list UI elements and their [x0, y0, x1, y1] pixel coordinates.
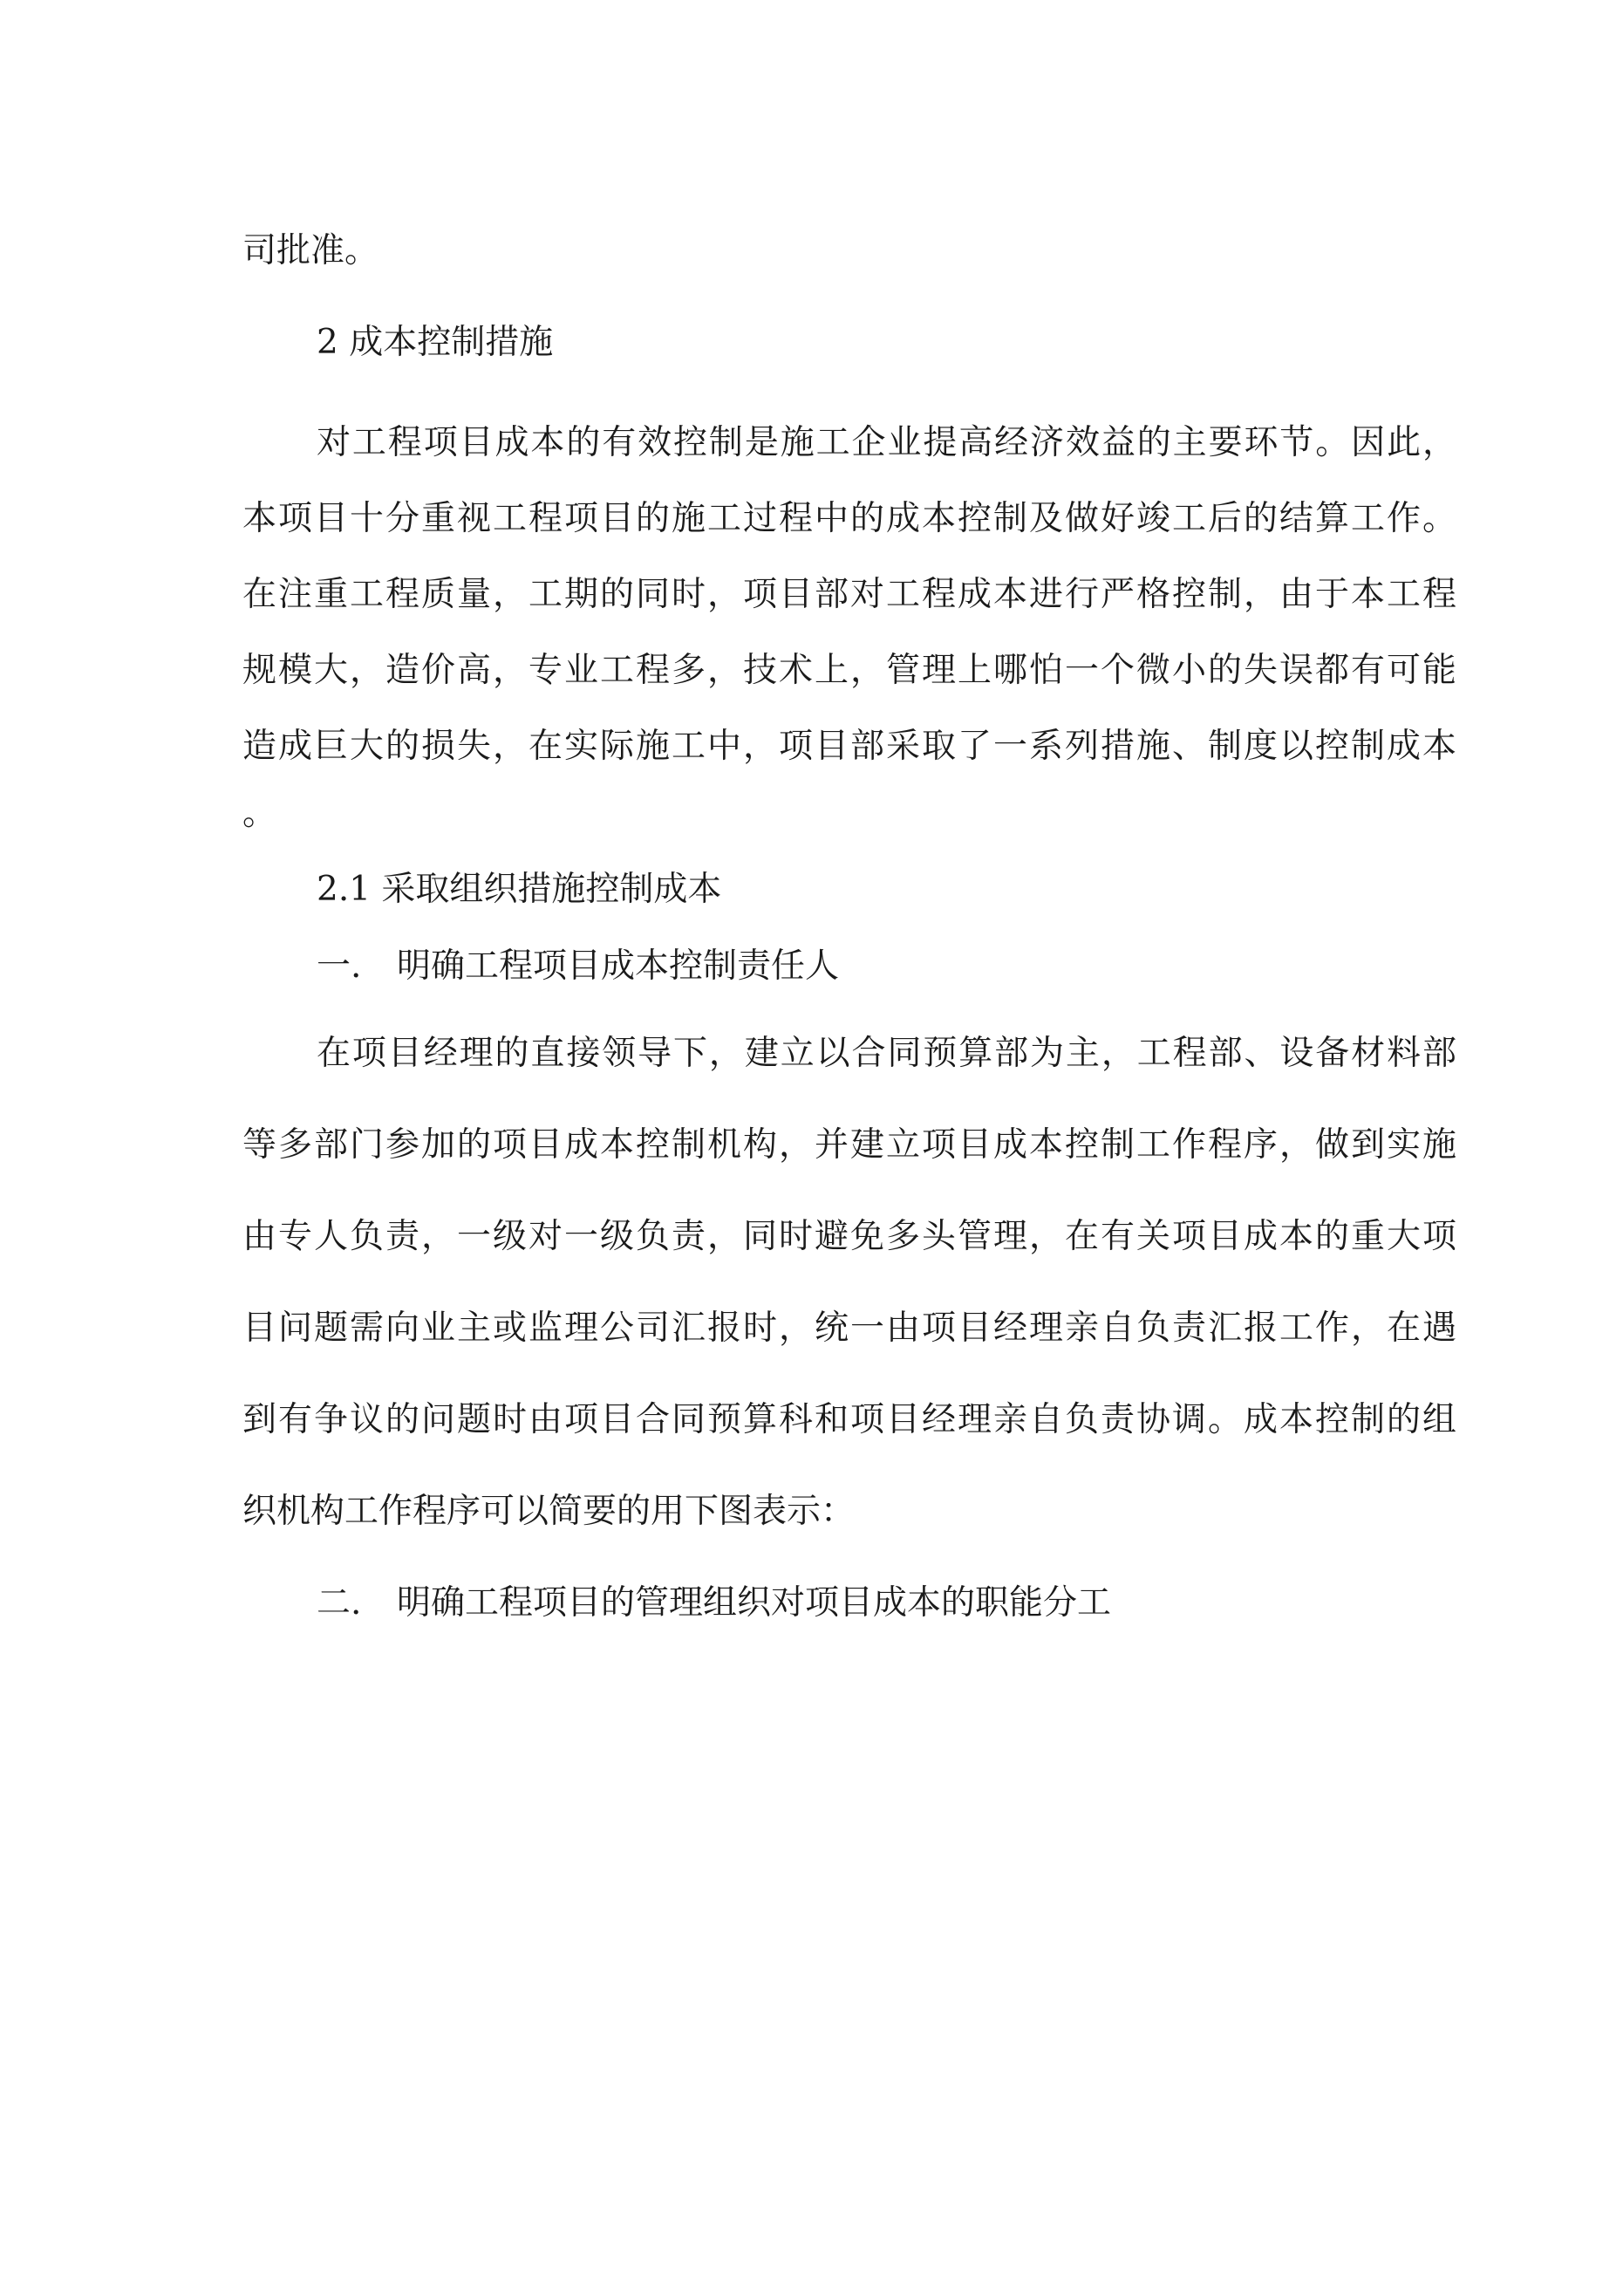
paragraph-line: 目问题需向业主或监理公司汇报时，统一由项目经理亲自负责汇报工作，在遇	[242, 1309, 1456, 1348]
paragraph-line: 在注重工程质量，工期的同时，项目部对工程成本进行严格控制，由于本工程	[242, 575, 1456, 614]
enum-title: 明确工程项目成本控制责任人	[397, 946, 840, 986]
paragraph-line: 规模大，造价高，专业工程多，技术上，管理上哪怕一个微小的失误都有可能	[242, 651, 1456, 690]
paragraph-line: 到有争议的问题时由项目合同预算科和项目经理亲自负责协调。成本控制的组	[242, 1400, 1456, 1439]
enum-number: 二.	[317, 1583, 362, 1623]
paragraph-line: 对工程项目成本的有效控制是施工企业提高经济效益的主要环节。因此，	[317, 423, 1456, 462]
subsection-heading: 2.1 采取组织措施控制成本	[317, 870, 722, 909]
paragraph-line: 由专人负责，一级对一级负责，同时避免多头管理，在有关项目成本的重大项	[242, 1217, 1456, 1256]
paragraph-line: 在项目经理的直接领导下，建立以合同预算部为主，工程部、设备材料部	[317, 1034, 1456, 1073]
paragraph-line: 等多部门参加的项目成本控制机构，并建立项目成本控制工作程序，做到实施	[242, 1125, 1456, 1165]
section-heading: 2 成本控制措施	[317, 323, 554, 362]
paragraph-line: 造成巨大的损失，在实际施工中，项目部采取了一系列措施、制度以控制成本	[242, 727, 1456, 766]
enum-number: 一.	[317, 946, 362, 986]
paragraph-line: 织机构工作程序可以简要的用下图表示：	[242, 1492, 856, 1531]
paragraph-line: 本项目十分重视工程项目的施工过程中的成本控制及做好竣工后的结算工作。	[242, 499, 1456, 538]
enum-title: 明确工程项目的管理组织对项目成本的职能分工	[397, 1583, 1112, 1623]
paragraph-line: 。	[242, 794, 277, 833]
continuation-text: 司批准。	[242, 231, 379, 270]
